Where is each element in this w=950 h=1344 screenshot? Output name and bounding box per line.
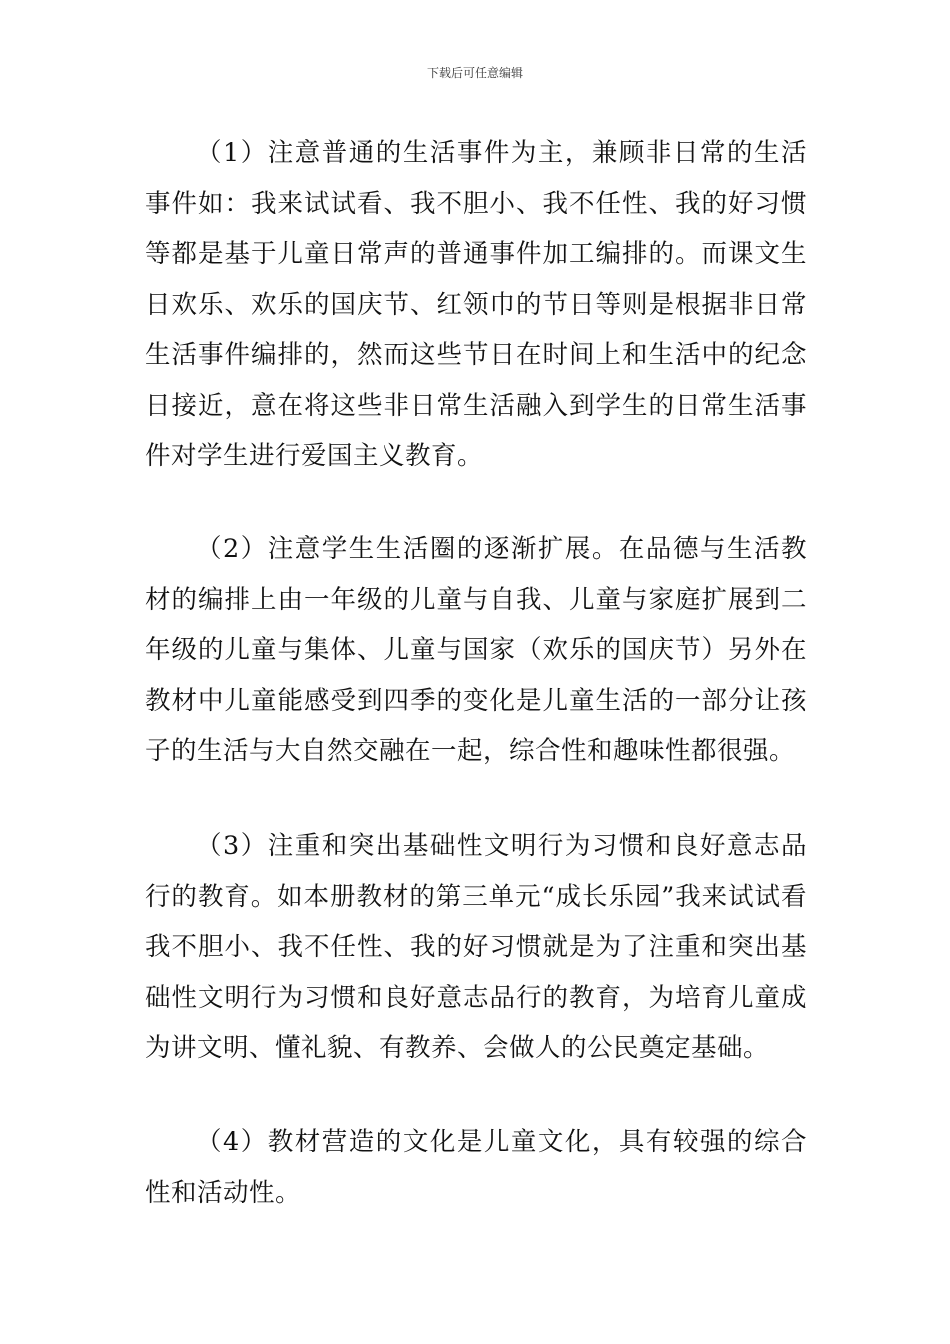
header-note: 下载后可任意编辑 <box>426 66 523 80</box>
paragraph-4: （4）教材营造的文化是儿童文化，具有较强的综合性和活动性。 <box>145 1127 807 1208</box>
paragraph-3: （3）注重和突出基础性文明行为习惯和良好意志品行的教育。如本册教材的第三单元“成长乐园”我来试试看我不胆小、我不任性、我的好习惯就是为了注重和突出基础性文明行为习惯和良好意志品行的教育，为培育儿童成为讲文明、懂礼貌、有教养、会做人的公民奠定基础。 <box>145 831 807 1063</box>
paragraph-1: （1）注意普通的生活事件为主，兼顾非日常的生活事件如：我来试试看、我不胆小、我不任性、我的好习惯等都是基于儿童日常声的普通事件加工编排的。而课文生日欢乐、欢乐的国庆节、红领巾的节日等则是根据非日常生活事件编排的，然而这些节日在时间上和生活中的纪念日接近，意在将这些非日常生活融入到学生的日常生活事件对学生进行爱国主义教育。 <box>145 138 807 471</box>
paragraph-2: （2）注意学生生活圈的逐渐扩展。在品德与生活教材的编排上由一年级的儿童与自我、儿童与家庭扩展到二年级的儿童与集体、儿童与国家（欢乐的国庆节）另外在教材中儿童能感受到四季的变化是儿童生活的一部分让孩子的生活与大自然交融在一起，综合性和趣味性都很强。 <box>145 534 807 766</box>
